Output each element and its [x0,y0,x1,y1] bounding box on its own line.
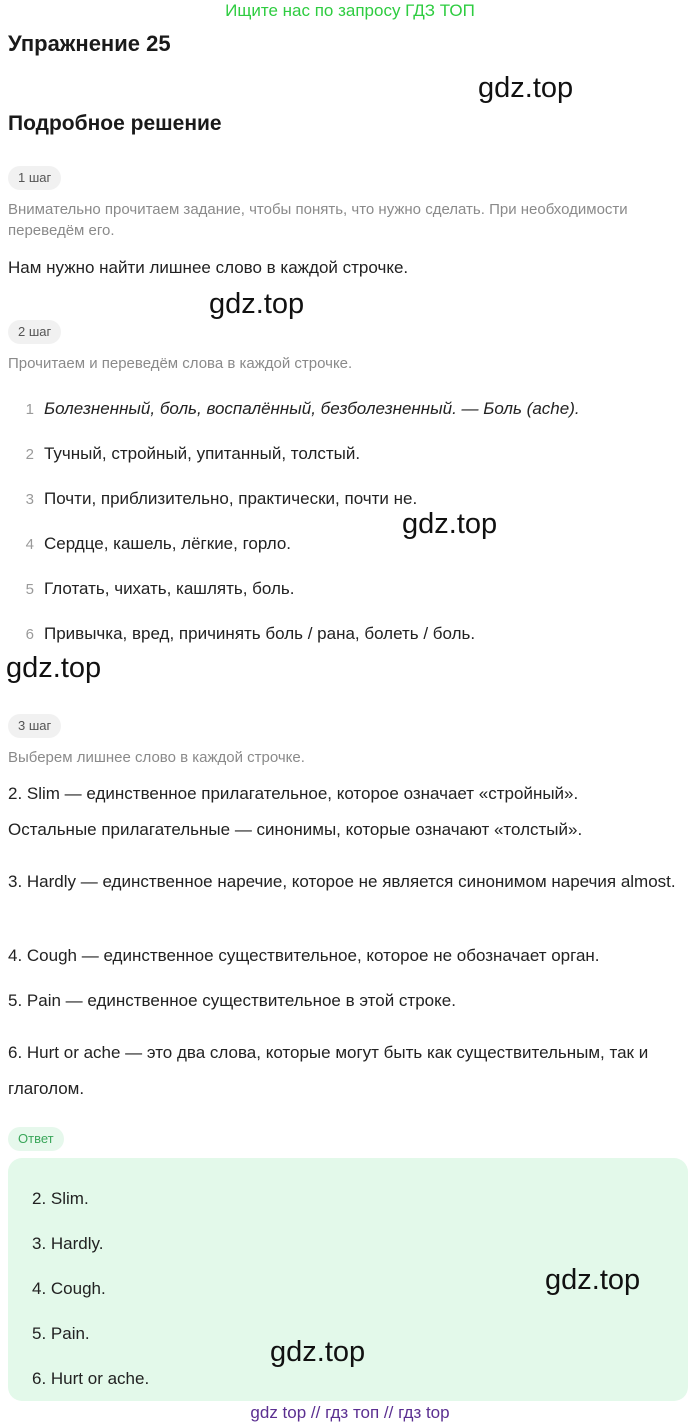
answer-item: 6. Hurt or ache. [32,1369,150,1388]
page-title: Упражнение 25 [8,31,171,56]
list-number: 4 [25,536,34,553]
explanation-line: 4. Cough — единственное существительное, которое не обозначает орган. [8,946,600,965]
step-hint: Выберем лишнее слово в каждой строчке. [8,749,305,766]
step-badge: 3 шаг [8,714,61,738]
list-item: Привычка, вред, причинять боль / рана, болеть / боль. [44,624,476,643]
list-number: 5 [25,581,34,598]
answer-item: 5. Pain. [32,1324,90,1343]
list-item: Почти, приблизительно, практически, почти не. [44,489,418,508]
watermark: gdz.top [209,288,305,320]
watermark: gdz.top [6,652,102,684]
promo-banner[interactable]: Ищите нас по запросу ГДЗ ТОП [225,1,475,20]
explanation-line: 3. Hardly — единственное наречие, которое не является синонимом наречия almost. [8,872,676,891]
explanation-line: 5. Pain — единственное существительное в этой строке. [8,991,456,1010]
explanation-line: 2. Slim — единственное прилагательное, которое означает «стройный». [8,784,579,803]
step-badge: 2 шаг [8,320,61,344]
list-number: 6 [25,626,34,643]
answer-badge: Ответ [8,1127,64,1151]
footer-links[interactable]: gdz top // гдз топ // гдз top [250,1403,450,1422]
list-item: Глотать, чихать, кашлять, боль. [44,579,295,598]
list-item: Тучный, стройный, упитанный, толстый. [44,444,361,463]
list-number: 3 [25,491,34,508]
list-item: Болезненный, боль, воспалённый, безболезненный. — Боль (ache). [44,399,580,418]
watermark: gdz.top [270,1336,366,1368]
step-text: Нам нужно найти лишнее слово в каждой строчке. [8,258,409,277]
step-hint: Внимательно прочитаем задание, чтобы понять, что нужно сделать. При необходимости переведём его. [8,201,628,239]
list-number: 2 [25,446,34,463]
step-hint: Прочитаем и переведём слова в каждой строчке. [8,355,353,372]
explanation-line: Остальные прилагательные — синонимы, которые означают «толстый». [8,820,583,839]
watermark: gdz.top [545,1264,641,1296]
section-title: Подробное решение [8,112,222,135]
watermark: gdz.top [402,508,498,540]
list-item: Сердце, кашель, лёгкие, горло. [44,534,292,553]
answer-item: 4. Cough. [32,1279,106,1298]
watermark: gdz.top [478,72,574,104]
answer-item: 2. Slim. [32,1189,89,1208]
explanation-line: 6. Hurt or ache — это два слова, которые могут быть как существительным, так и глаголом. [8,1043,649,1098]
step-badge: 1 шаг [8,166,61,190]
list-number: 1 [25,401,34,418]
answer-item: 3. Hardly. [32,1234,104,1253]
